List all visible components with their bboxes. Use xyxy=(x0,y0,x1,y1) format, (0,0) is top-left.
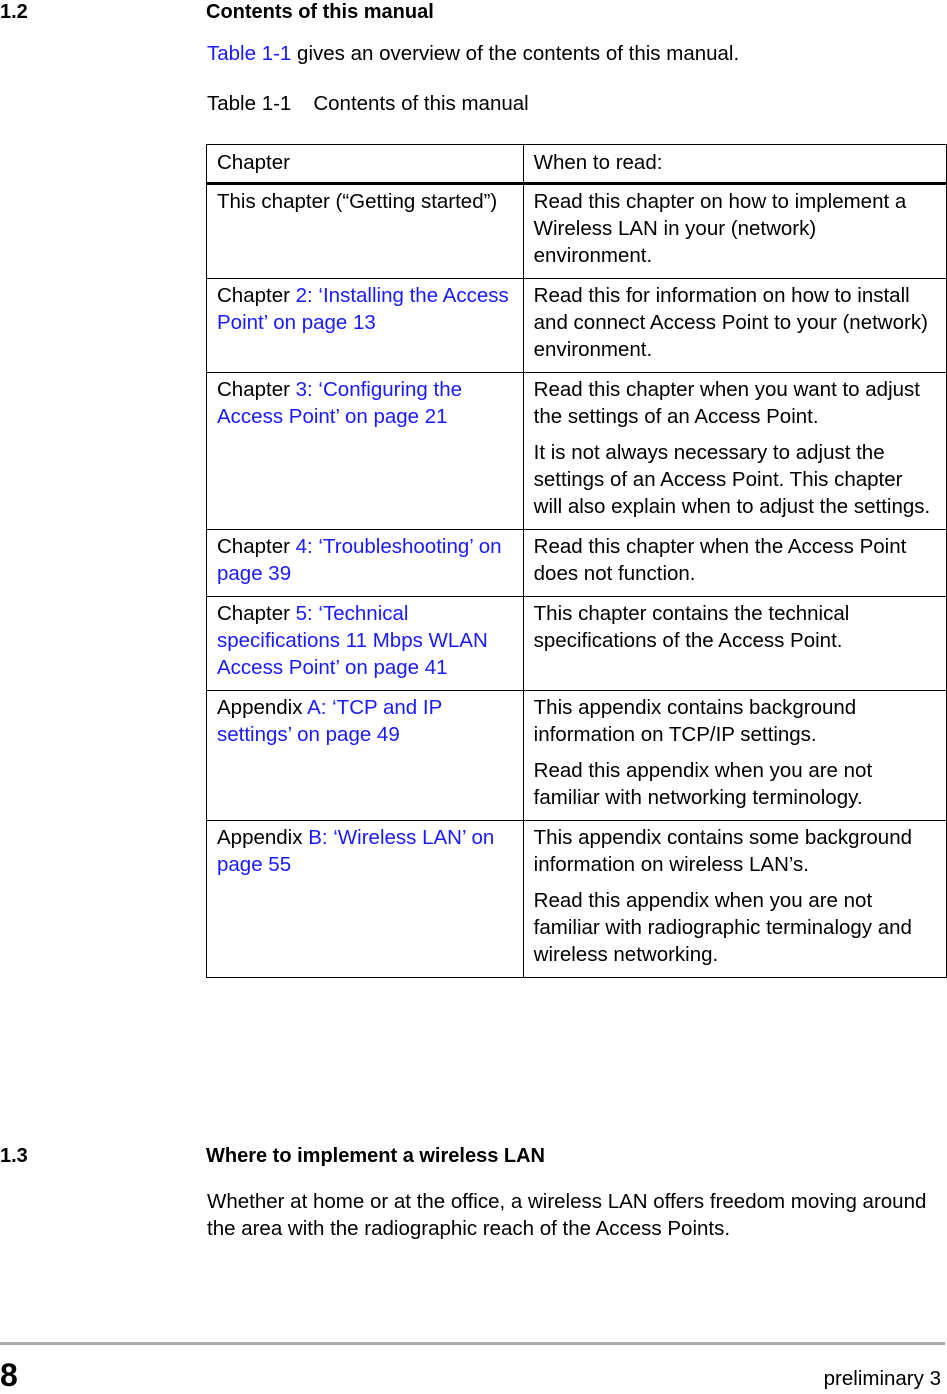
chapter-link[interactable]: 4: ‘Troubleshooting’ on page 39 xyxy=(217,535,502,585)
section-title: Where to implement a wireless LAN xyxy=(206,1145,545,1167)
table-row xyxy=(207,691,947,821)
when-to-read-text: This chapter contains the technical specifications of the Access Point. xyxy=(533,602,850,652)
chapter-link[interactable]: 5: ‘Technical specifications 11 Mbps WLAN Access Point’ on page 41 xyxy=(217,602,488,679)
chapter-cell xyxy=(207,184,524,279)
section-heading-1-2 xyxy=(0,0,947,24)
when-to-read-cell xyxy=(523,821,946,978)
table-row xyxy=(207,184,947,279)
table-row xyxy=(207,530,947,597)
chapter-prefix: Chapter xyxy=(217,378,296,401)
chapter-cell xyxy=(207,691,524,821)
table-row xyxy=(207,373,947,530)
chapter-cell xyxy=(207,373,524,530)
when-to-read-text: Read this chapter on how to implement a Wireless LAN in your (network) environment. xyxy=(533,190,907,267)
table-row xyxy=(207,597,947,691)
intro-text: gives an overview of the contents of this manual. xyxy=(291,42,740,65)
table-row xyxy=(207,279,947,373)
when-to-read-text: Read this appendix when you are not familiar with radiographic terminalogy and wireless networking. xyxy=(533,889,912,966)
footer-divider xyxy=(0,1342,945,1345)
chapter-prefix: Chapter xyxy=(217,535,296,558)
table-reference-link[interactable]: Table 1-1 xyxy=(207,42,292,65)
chapter-cell xyxy=(207,597,524,691)
chapter-cell xyxy=(207,530,524,597)
chapter-cell xyxy=(207,821,524,978)
when-to-read-text: This appendix contains background information on TCP/IP settings. xyxy=(533,696,857,746)
when-to-read-text: Read this chapter when you want to adjust the settings of an Access Point. xyxy=(533,378,920,428)
when-to-read-text: Read this chapter when the Access Point does not function. xyxy=(533,535,907,585)
column-header-when: When to read: xyxy=(523,145,946,184)
chapter-link[interactable]: 3: ‘Configuring the Access Point’ on page 21 xyxy=(217,378,463,428)
intro-paragraph xyxy=(207,40,942,67)
chapter-prefix: Appendix xyxy=(217,826,309,849)
section-heading-1-3 xyxy=(0,1144,947,1168)
when-to-read-text: Read this appendix when you are not familiar with networking terminology. xyxy=(533,759,873,809)
table-row xyxy=(207,821,947,978)
chapter-prefix: This chapter (“Getting started”) xyxy=(217,190,498,213)
table-header-row xyxy=(207,145,947,184)
chapter-prefix: Chapter xyxy=(217,284,296,307)
chapter-link[interactable]: A: ‘TCP and IP settings’ on page 49 xyxy=(217,696,442,746)
chapter-cell xyxy=(207,279,524,373)
when-to-read-text: Read this for information on how to install and connect Access Point to your (network) environment. xyxy=(533,284,928,361)
when-to-read-cell xyxy=(523,691,946,821)
column-header-chapter: Chapter xyxy=(207,145,524,184)
when-to-read-text: This appendix contains some background information on wireless LAN’s. xyxy=(533,826,912,876)
page-number: 8 xyxy=(0,1357,18,1393)
when-to-read-cell xyxy=(523,530,946,597)
section-title: Contents of this manual xyxy=(206,1,434,23)
section-body: Whether at home or at the office, a wireless LAN offers freedom moving around the area with the radiographic reach of the Access Points. xyxy=(207,1190,927,1240)
when-to-read-cell xyxy=(523,597,946,691)
when-to-read-cell xyxy=(523,373,946,530)
chapter-prefix: Chapter xyxy=(217,602,296,625)
chapter-link[interactable]: B: ‘Wireless LAN’ on page 55 xyxy=(217,826,495,876)
when-to-read-cell xyxy=(523,279,946,373)
chapter-prefix: Appendix xyxy=(217,696,308,719)
page-note: preliminary 3 xyxy=(823,1367,941,1390)
section-number: 1.2 xyxy=(0,1,28,23)
table-caption-title: Contents of this manual xyxy=(313,92,529,115)
chapter-link[interactable]: 2: ‘Installing the Access Point’ on page 13 xyxy=(217,284,509,334)
table-caption-label: Table 1-1 xyxy=(207,92,292,115)
contents-table xyxy=(206,144,947,978)
when-to-read-text: It is not always necessary to adjust the settings of an Access Point. This chapter will also explain when to adjust the settings. xyxy=(533,441,931,518)
section-number: 1.3 xyxy=(0,1145,28,1167)
table-caption xyxy=(207,91,529,117)
when-to-read-cell xyxy=(523,184,946,279)
